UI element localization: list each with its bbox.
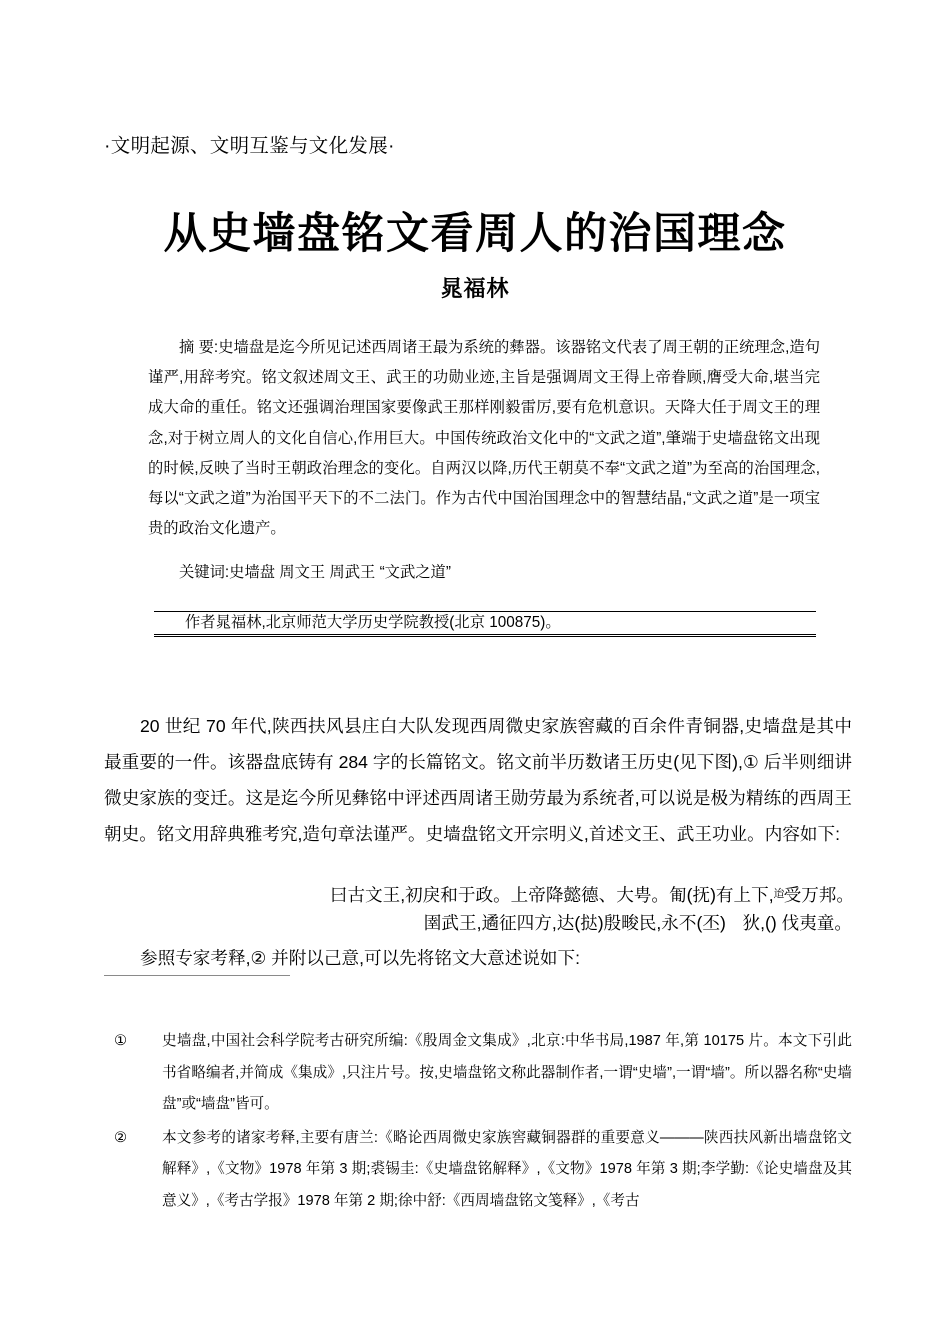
after-quote-text: 参照专家考释,② 并附以己意,可以先将铭文大意述说如下: <box>140 948 580 968</box>
quote-line-2-part-a: 圉武王,遹征四方,达(挞)殷畯民,永不(丕) <box>423 913 726 933</box>
footnote-marker: ② <box>114 1129 128 1146</box>
footnote-item <box>114 1026 852 1121</box>
inscription-quote <box>104 880 854 937</box>
abstract-text: 摘 要:史墙盘是迄今所见记述西周诸王最为系统的彝器。该器铭文代表了周王朝的正统理念,造句谨严,用辞考究。铭文叙述周文王、武王的功勋业迹,主旨是强调周文王得上帝眷顾,膺受大命,堪当完成大命的重任。铭文还强调治理国家要像武王那样刚毅雷厉,要有危机意识。天降大任于周文王的理念,对于树立周人的文化自信心,作用巨大。中国传统政治文化中的“文武之道”,肇端于史墙盘铭文出现的时候,反映了当时王朝政治理念的变化。自两汉以降,历代王朝莫不奉“文武之道”为至高的治国理念,每以“文武之道”为治国平天下的不二法门。作为古代中国治国理念中的智慧结晶,“文武之道”是一项宝贵的政治文化遗产。 <box>148 339 820 538</box>
running-head: ·文明起源、文明互鉴与文化发展· <box>104 135 395 157</box>
affiliation-rule-bottom <box>154 634 816 637</box>
abstract-block <box>148 333 820 589</box>
body-paragraph-1: 20 世纪 70 年代,陕西扶风县庄白大队发现西周微史家族窖藏的百余件青铜器,史墙盘是其中最重要的一件。该器盘底铸有 284 字的长篇铭文。铭文前半历数诸王历史(见下图),① 后半则细讲微史家族的变迁。这是迄今所见彝铭中评述西周诸王勋劳最为系统者,可以说是极为精练的西周王朝史。铭文用辞典雅考究,造句章法谨严。史墙盘铭文开宗明义,首述文王、武王功业。内容如下: <box>104 716 852 844</box>
quote-line-1-part-a: 曰古文王,初戾和于政。上帝降懿德、大甹。匍(抚)有上下, <box>329 885 774 905</box>
rare-glyph-icon: 迨 <box>773 888 784 900</box>
footnote-separator <box>104 975 290 976</box>
quote-line-2-part-b: 狄, <box>742 913 766 933</box>
page-title: 从史墙盘铭文看周人的治国理念 <box>163 210 787 258</box>
footnote-text: 史墙盘,中国社会科学院考古研究所编:《殷周金文集成》,北京:中华书局,1987 年,第 10175 片。本文下引此书省略编者,并简成《集成》,只注片号。按,史墙盘铭文称此器制作者,一谓“史墙”,一谓“墙”。所以器名称“史墙盘”或“墙盘”皆可。 <box>162 1033 852 1112</box>
quote-line-1 <box>104 880 854 909</box>
author-affiliation: 作者晁福林,北京师范大学历史学院教授(北京 100875)。 <box>185 614 561 631</box>
footnote-marker: ① <box>114 1033 128 1049</box>
footnotes-block <box>114 1026 852 1219</box>
footnote-item <box>114 1123 852 1218</box>
body-block <box>104 708 852 852</box>
quote-line-2-part-c: () 伐夷童。 <box>765 913 852 933</box>
footnote-text: 本文参考的诸家考释,主要有唐兰:《略论西周微史家族窖藏铜器群的重要意义———陕西扶风新出墙盘铭文解释》,《文物》1978 年第 3 期;裘锡圭:《史墙盘铭解释》,《文物》1978 年第 3 期;李学勤:《论史墙盘及其意义》,《考古学报》1978 年第 2 期;徐中舒:《西周墙盘铭文笺释》,《考古 <box>162 1129 852 1209</box>
author-name: 晁福林 <box>440 276 510 301</box>
keywords-text: 关键词:史墙盘 周文王 周武王 “文武之道” <box>179 564 451 582</box>
quote-line-1-part-b: 受万邦。 <box>783 885 854 905</box>
quote-line-2 <box>104 909 854 937</box>
